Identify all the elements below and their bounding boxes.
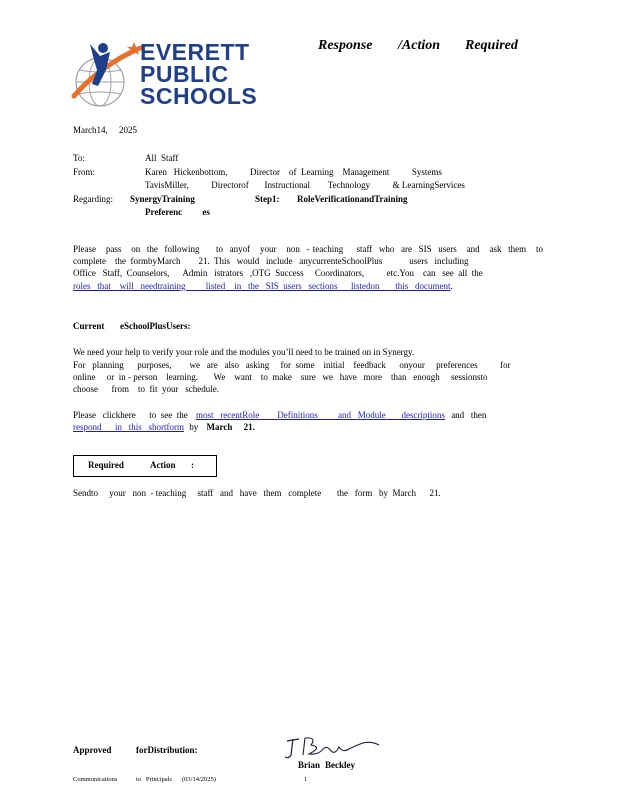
signer-first-name: Brian	[298, 760, 321, 770]
click-middle: and then	[451, 410, 487, 420]
from-label: From:	[73, 167, 96, 177]
approved-label-part-2: forDistribution:	[136, 745, 198, 755]
intro-line-1: Please pass on the following to anyof your non - teaching staff who are SIS users and ask them to	[73, 244, 543, 254]
memo-date: March14, 2025	[73, 125, 137, 135]
regarding-subject-part-2: Step1:	[255, 194, 280, 204]
from-line-1: Karen Hickenbottom, Director of Learning Management Systems	[145, 167, 442, 177]
to-value: All Staff	[145, 153, 179, 163]
required-action-text: Sendto your non - teaching staff and have them complete the form by March 21.	[73, 488, 441, 498]
logo-line-schools: SCHOOLS	[140, 83, 258, 109]
intro-line-2: complete the formbyMarch 21. This would include anycurrenteSchoolPlus users including	[73, 256, 469, 266]
required-action-label-1: Required	[88, 460, 124, 470]
signer-last-name: Beckley	[325, 760, 355, 770]
regarding-subject-part-3: RoleVerificationandTraining	[297, 194, 408, 204]
to-label: To:	[73, 153, 85, 163]
page-number: 1	[304, 776, 308, 783]
approved-label-part-1: Approved	[73, 745, 112, 755]
intro-line-3: Office Staff, Counselors, Admin istrators ,OTG Success Coordinators, etc.You can see all the	[73, 268, 483, 278]
required-action-colon: :	[191, 460, 194, 470]
regarding-label: Regarding:	[73, 194, 113, 204]
footer-meta-date: (03/14/2025)	[182, 776, 216, 783]
regarding-subject-part-1: SynergyTraining	[130, 194, 195, 204]
click-prefix: Please clickhere to see the	[73, 410, 188, 420]
signature-icon	[283, 733, 383, 761]
footer-meta-to: to Principals	[136, 776, 172, 783]
body-line-4: choose from to fit your schedule.	[73, 384, 219, 394]
required-action-box	[73, 455, 217, 477]
click-deadline: March 21.	[206, 422, 255, 432]
district-logo	[70, 36, 258, 111]
intro-link-period: .	[450, 281, 453, 291]
from-line-2: TavisMiller, Directorof Instructional Technology & LearningServices	[145, 180, 465, 190]
body-line-2: For planning purposes, we are also asking for some initial feedback onyour preferences for	[73, 360, 511, 370]
logo-line-everett: EVERETT	[140, 39, 250, 65]
header-word-action: /Action	[398, 38, 441, 53]
header-word-response: Response	[318, 38, 373, 53]
role-definitions-link[interactable]: most recentRole Definitions and Module descriptions	[195, 410, 445, 420]
roles-document-link[interactable]: roles that will needtraining listed in the SIS users sections listedon this document	[73, 281, 451, 291]
footer-meta-left: Communications	[73, 776, 118, 783]
click-by: by	[189, 422, 199, 432]
shortform-link[interactable]: respond in this shortform	[73, 422, 184, 432]
logo-emblem-icon	[70, 36, 142, 111]
header-word-required: Required	[465, 38, 518, 53]
section-heading-part-2: eSchoolPlusUsers:	[120, 321, 191, 331]
logo-line-public: PUBLIC	[140, 61, 229, 87]
required-action-label-2: Action	[150, 460, 176, 470]
body-line-1: We need your help to verify your role and the modules you’ll need to be trained on in Synergy.	[73, 347, 415, 357]
section-heading-part-1: Current	[73, 321, 105, 331]
regarding-subject-line-2: Preferenc es	[145, 207, 210, 217]
body-line-3: online or in - person learning. We want to make sure we have more than enough sessionsto	[73, 372, 488, 382]
